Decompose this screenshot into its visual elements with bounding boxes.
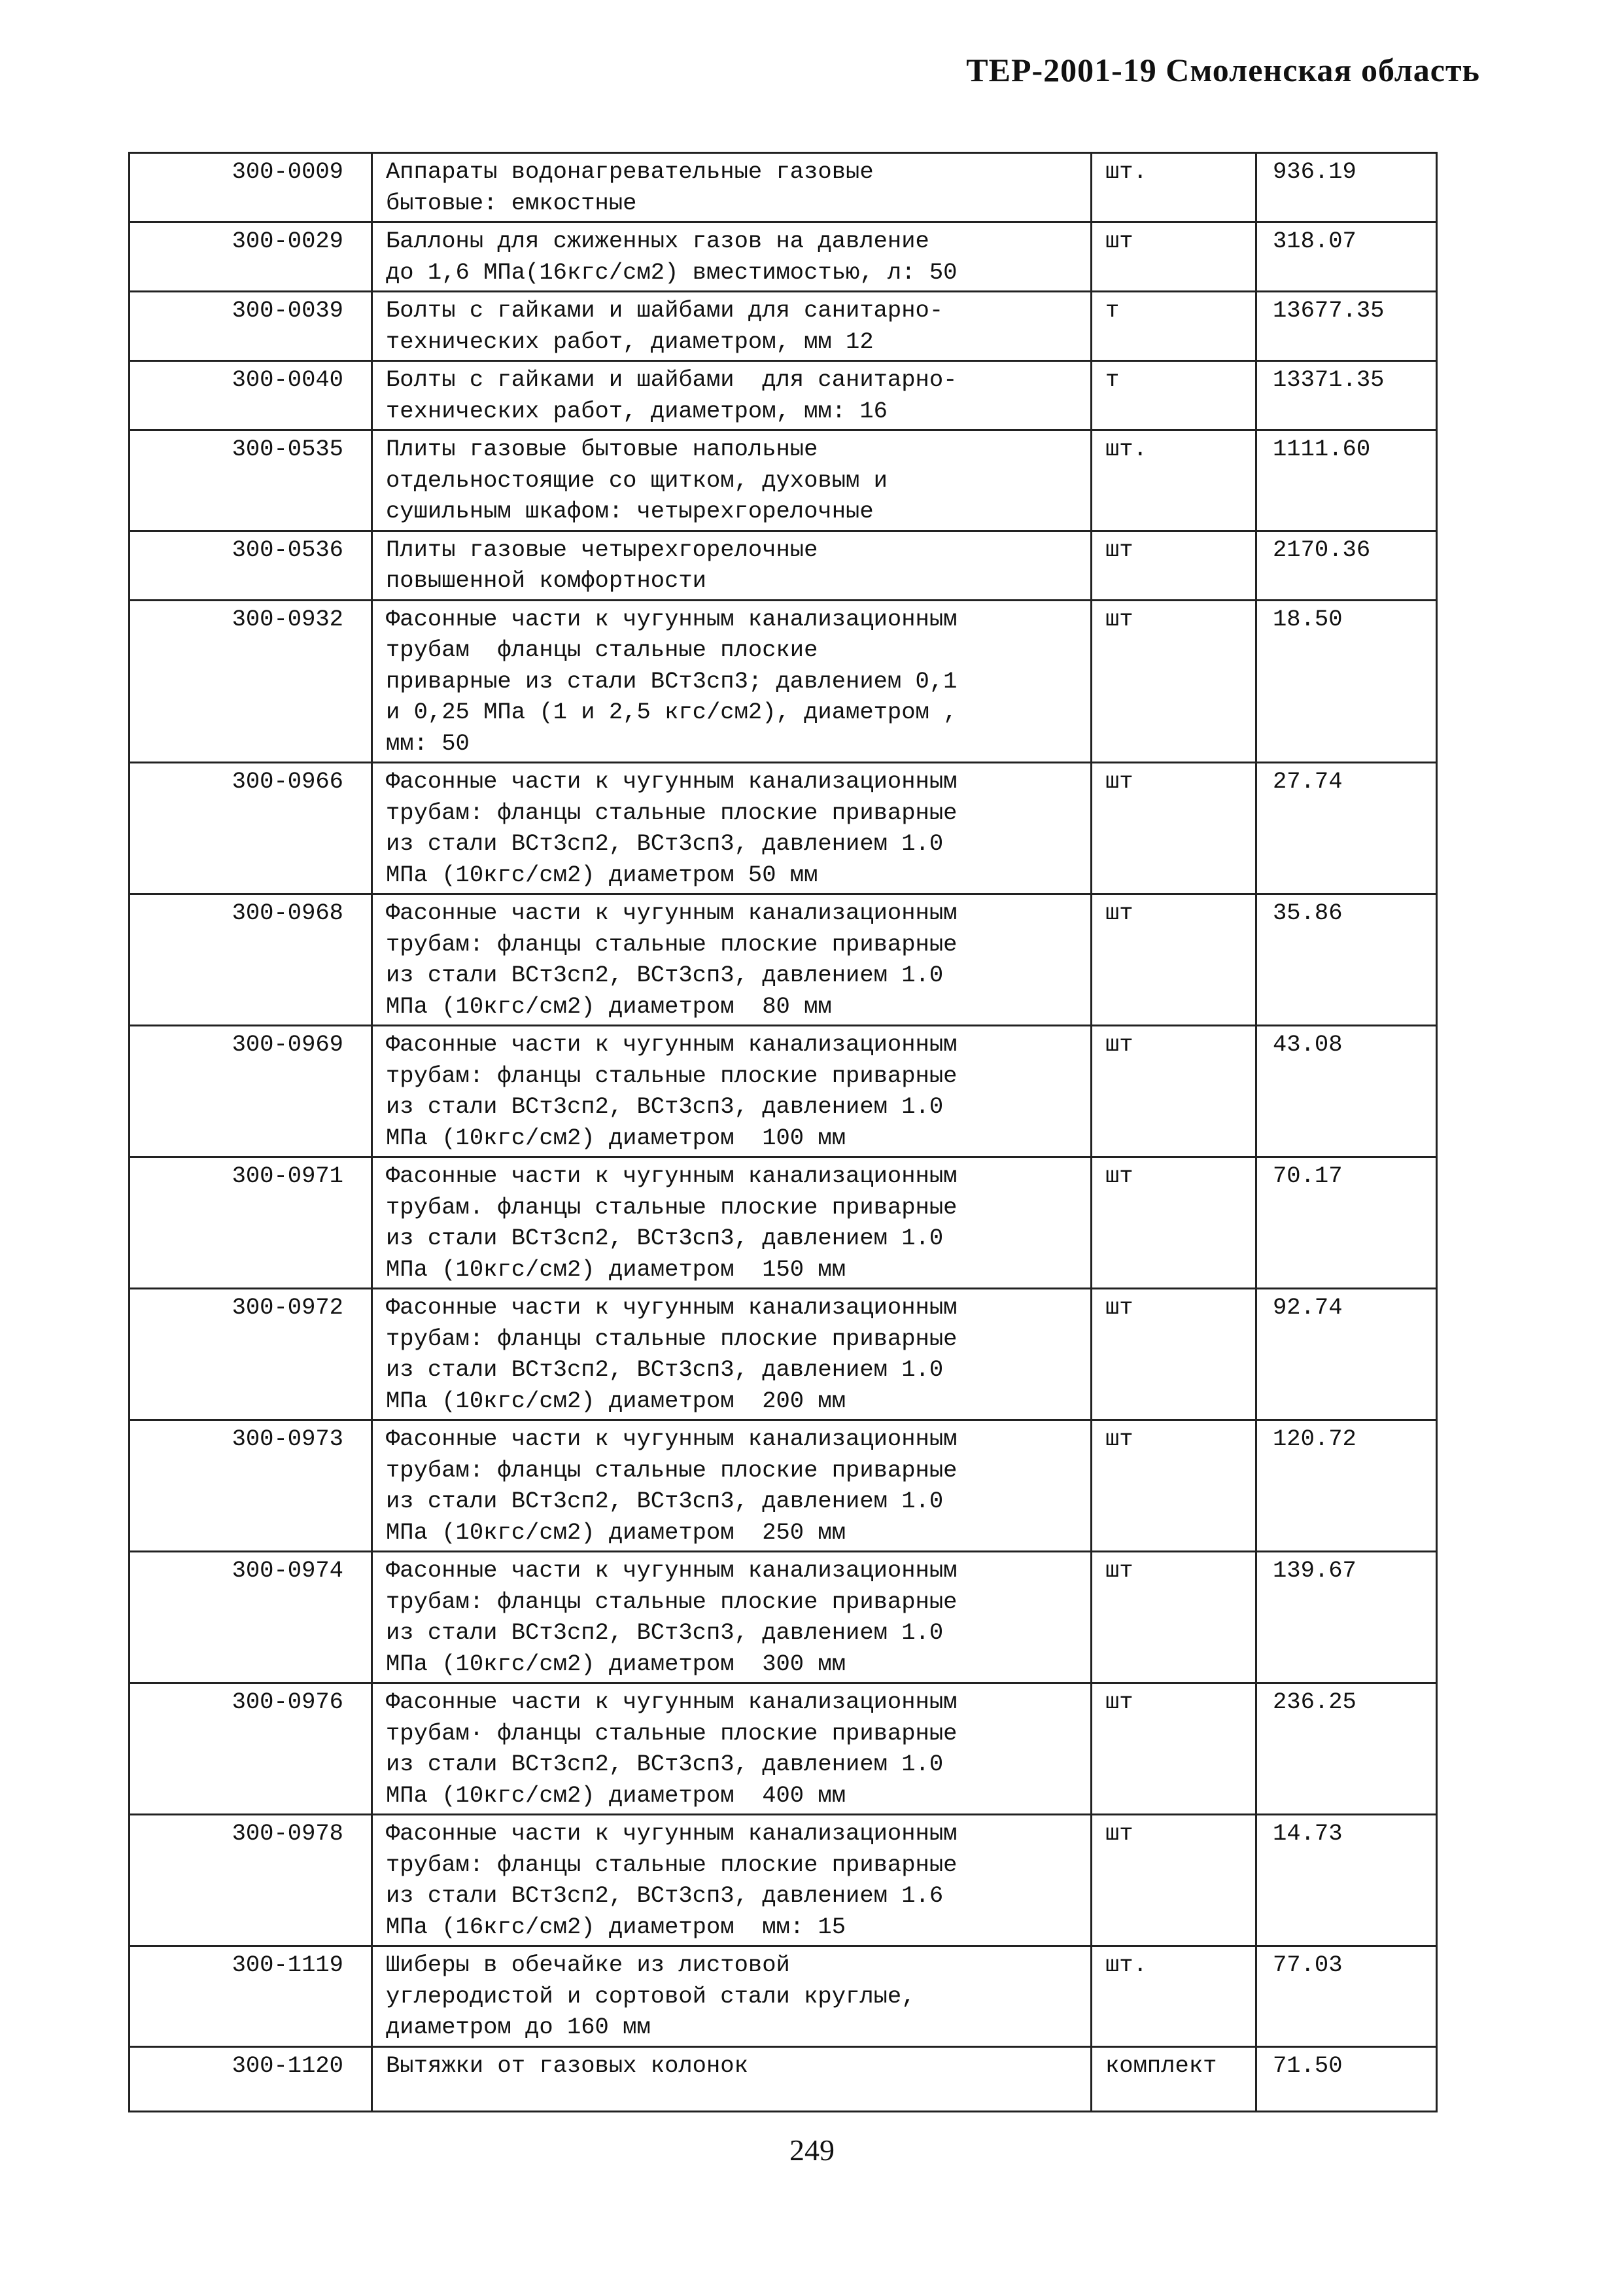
table-row <box>130 1157 1437 1289</box>
price-cell: 13677.35 <box>1256 292 1437 361</box>
material-name-cell: Фасонные части к чугунным канализационным трубам: фланцы стальные плоские приварные из стали ВСт3сп2, ВСт3сп3, давлением 1.0 МПа (10кгс/см2) диаметром 50 мм <box>372 763 1092 894</box>
unit-cell: шт <box>1092 763 1256 894</box>
price-cell: 35.86 <box>1256 894 1437 1026</box>
price-cell: 43.08 <box>1256 1026 1437 1157</box>
table-row <box>130 894 1437 1026</box>
unit-cell: шт <box>1092 1683 1256 1815</box>
material-name-cell: Фасонные части к чугунным канализационным трубам. фланцы стальные плоские приварные из стали ВСт3сп2, ВСт3сп3, давлением 1.0 МПа (10кгс/см2) диаметром 150 мм <box>372 1157 1092 1289</box>
table-row <box>130 1683 1437 1815</box>
table-row <box>130 153 1437 222</box>
unit-cell: т <box>1092 292 1256 361</box>
material-code-cell: 300-0040 <box>130 361 372 430</box>
unit-cell: шт <box>1092 531 1256 600</box>
material-code-cell: 300-0039 <box>130 292 372 361</box>
price-cell: 13371.35 <box>1256 361 1437 430</box>
material-code-cell: 300-0029 <box>130 222 372 292</box>
price-cell: 70.17 <box>1256 1157 1437 1289</box>
unit-cell: шт. <box>1092 1946 1256 2047</box>
price-cell: 77.03 <box>1256 1946 1437 2047</box>
material-name-cell: Фасонные части к чугунным канализационным трубам: фланцы стальные плоские приварные из стали ВСт3сп2, ВСт3сп3, давлением 1.0 МПа (10кгс/см2) диаметром 200 мм <box>372 1289 1092 1420</box>
unit-cell: комплект <box>1092 2046 1256 2111</box>
price-cell: 120.72 <box>1256 1420 1437 1552</box>
table-row <box>130 2046 1437 2111</box>
price-cell: 14.73 <box>1256 1815 1437 1946</box>
price-cell: 139.67 <box>1256 1552 1437 1683</box>
material-code-cell: 300-0536 <box>130 531 372 600</box>
unit-cell: шт. <box>1092 153 1256 222</box>
table-row <box>130 1552 1437 1683</box>
material-name-cell: Шиберы в обечайке из листовой углеродистой и сортовой стали круглые, диаметром до 160 мм <box>372 1946 1092 2047</box>
price-cell: 71.50 <box>1256 2046 1437 2111</box>
material-code-cell: 300-0973 <box>130 1420 372 1552</box>
table-row <box>130 763 1437 894</box>
price-cell: 92.74 <box>1256 1289 1437 1420</box>
table-row <box>130 292 1437 361</box>
unit-cell: шт <box>1092 1420 1256 1552</box>
table-row <box>130 1815 1437 1946</box>
material-code-cell: 300-0009 <box>130 153 372 222</box>
table-row <box>130 1946 1437 2047</box>
material-name-cell: Болты с гайками и шайбами для санитарно- технических работ, диаметром, мм: 16 <box>372 361 1092 430</box>
material-code-cell: 300-0966 <box>130 763 372 894</box>
price-cell: 27.74 <box>1256 763 1437 894</box>
material-name-cell: Фасонные части к чугунным канализационным трубам: фланцы стальные плоские приварные из стали ВСт3сп2, ВСт3сп3, давлением 1.6 МПа (16кгс/см2) диаметром мм: 15 <box>372 1815 1092 1946</box>
unit-cell: шт <box>1092 1026 1256 1157</box>
price-cell: 936.19 <box>1256 153 1437 222</box>
material-code-cell: 300-0535 <box>130 430 372 531</box>
unit-cell: шт <box>1092 1815 1256 1946</box>
page-number: 249 <box>789 2133 835 2167</box>
table-row <box>130 222 1437 292</box>
material-name-cell: Баллоны для сжиженных газов на давление до 1,6 МПа(16кгс/см2) вместимостью, л: 50 <box>372 222 1092 292</box>
price-table-body <box>130 153 1437 2112</box>
unit-cell: шт <box>1092 1157 1256 1289</box>
material-name-cell: Вытяжки от газовых колонок <box>372 2046 1092 2111</box>
price-cell: 2170.36 <box>1256 531 1437 600</box>
unit-cell: шт <box>1092 894 1256 1026</box>
unit-cell: шт <box>1092 1289 1256 1420</box>
material-name-cell: Фасонные части к чугунным канализационным трубам: фланцы стальные плоские приварные из стали ВСт3сп2, ВСт3сп3, давлением 1.0 МПа (10кгс/см2) диаметром 80 мм <box>372 894 1092 1026</box>
material-code-cell: 300-0968 <box>130 894 372 1026</box>
material-name-cell: Фасонные части к чугунным канализационным трубам: фланцы стальные плоские приварные из стали ВСт3сп2, ВСт3сп3, давлением 1.0 МПа (10кгс/см2) диаметром 100 мм <box>372 1026 1092 1157</box>
material-name-cell: Фасонные части к чугунным канализационным трубам фланцы стальные плоские приварные из стали ВСт3сп3; давлением 0,1 и 0,25 МПа (1 и 2,5 кгс/см2), диаметром , мм: 50 <box>372 600 1092 763</box>
table-row <box>130 361 1437 430</box>
material-code-cell: 300-0978 <box>130 1815 372 1946</box>
material-code-cell: 300-0932 <box>130 600 372 763</box>
material-code-cell: 300-0972 <box>130 1289 372 1420</box>
material-code-cell: 300-0969 <box>130 1026 372 1157</box>
unit-cell: шт. <box>1092 430 1256 531</box>
material-name-cell: Плиты газовые бытовые напольные отдельностоящие со щитком, духовым и сушильным шкафом: четырехгорелочные <box>372 430 1092 531</box>
table-row <box>130 531 1437 600</box>
table-row <box>130 430 1437 531</box>
table-row <box>130 1420 1437 1552</box>
material-name-cell: Фасонные части к чугунным канализационным трубам· фланцы стальные плоские приварные из стали ВСт3сп2, ВСт3сп3, давлением 1.0 МПа (10кгс/см2) диаметром 400 мм <box>372 1683 1092 1815</box>
material-name-cell: Фасонные части к чугунным канализационным трубам: фланцы стальные плоские приварные из стали ВСт3сп2, ВСт3сп3, давлением 1.0 МПа (10кгс/см2) диаметром 250 мм <box>372 1420 1092 1552</box>
material-name-cell: Аппараты водонагревательные газовые бытовые: емкостные <box>372 153 1092 222</box>
unit-cell: т <box>1092 361 1256 430</box>
material-code-cell: 300-0974 <box>130 1552 372 1683</box>
material-name-cell: Болты с гайками и шайбами для санитарно- технических работ, диаметром, мм 12 <box>372 292 1092 361</box>
page-header-title: ТЕР-2001-19 Смоленская область <box>966 52 1480 88</box>
unit-cell: шт <box>1092 222 1256 292</box>
table-row <box>130 1026 1437 1157</box>
price-cell: 318.07 <box>1256 222 1437 292</box>
material-code-cell: 300-0976 <box>130 1683 372 1815</box>
price-cell: 1111.60 <box>1256 430 1437 531</box>
table-row <box>130 600 1437 763</box>
material-name-cell: Плиты газовые четырехгорелочные повышенной комфортности <box>372 531 1092 600</box>
unit-cell: шт <box>1092 600 1256 763</box>
material-name-cell: Фасонные части к чугунным канализационным трубам: фланцы стальные плоские приварные из стали ВСт3сп2, ВСт3сп3, давлением 1.0 МПа (10кгс/см2) диаметром 300 мм <box>372 1552 1092 1683</box>
material-code-cell: 300-0971 <box>130 1157 372 1289</box>
price-cell: 18.50 <box>1256 600 1437 763</box>
price-cell: 236.25 <box>1256 1683 1437 1815</box>
price-table <box>128 152 1438 2112</box>
table-row <box>130 1289 1437 1420</box>
unit-cell: шт <box>1092 1552 1256 1683</box>
material-code-cell: 300-1120 <box>130 2046 372 2111</box>
material-code-cell: 300-1119 <box>130 1946 372 2047</box>
